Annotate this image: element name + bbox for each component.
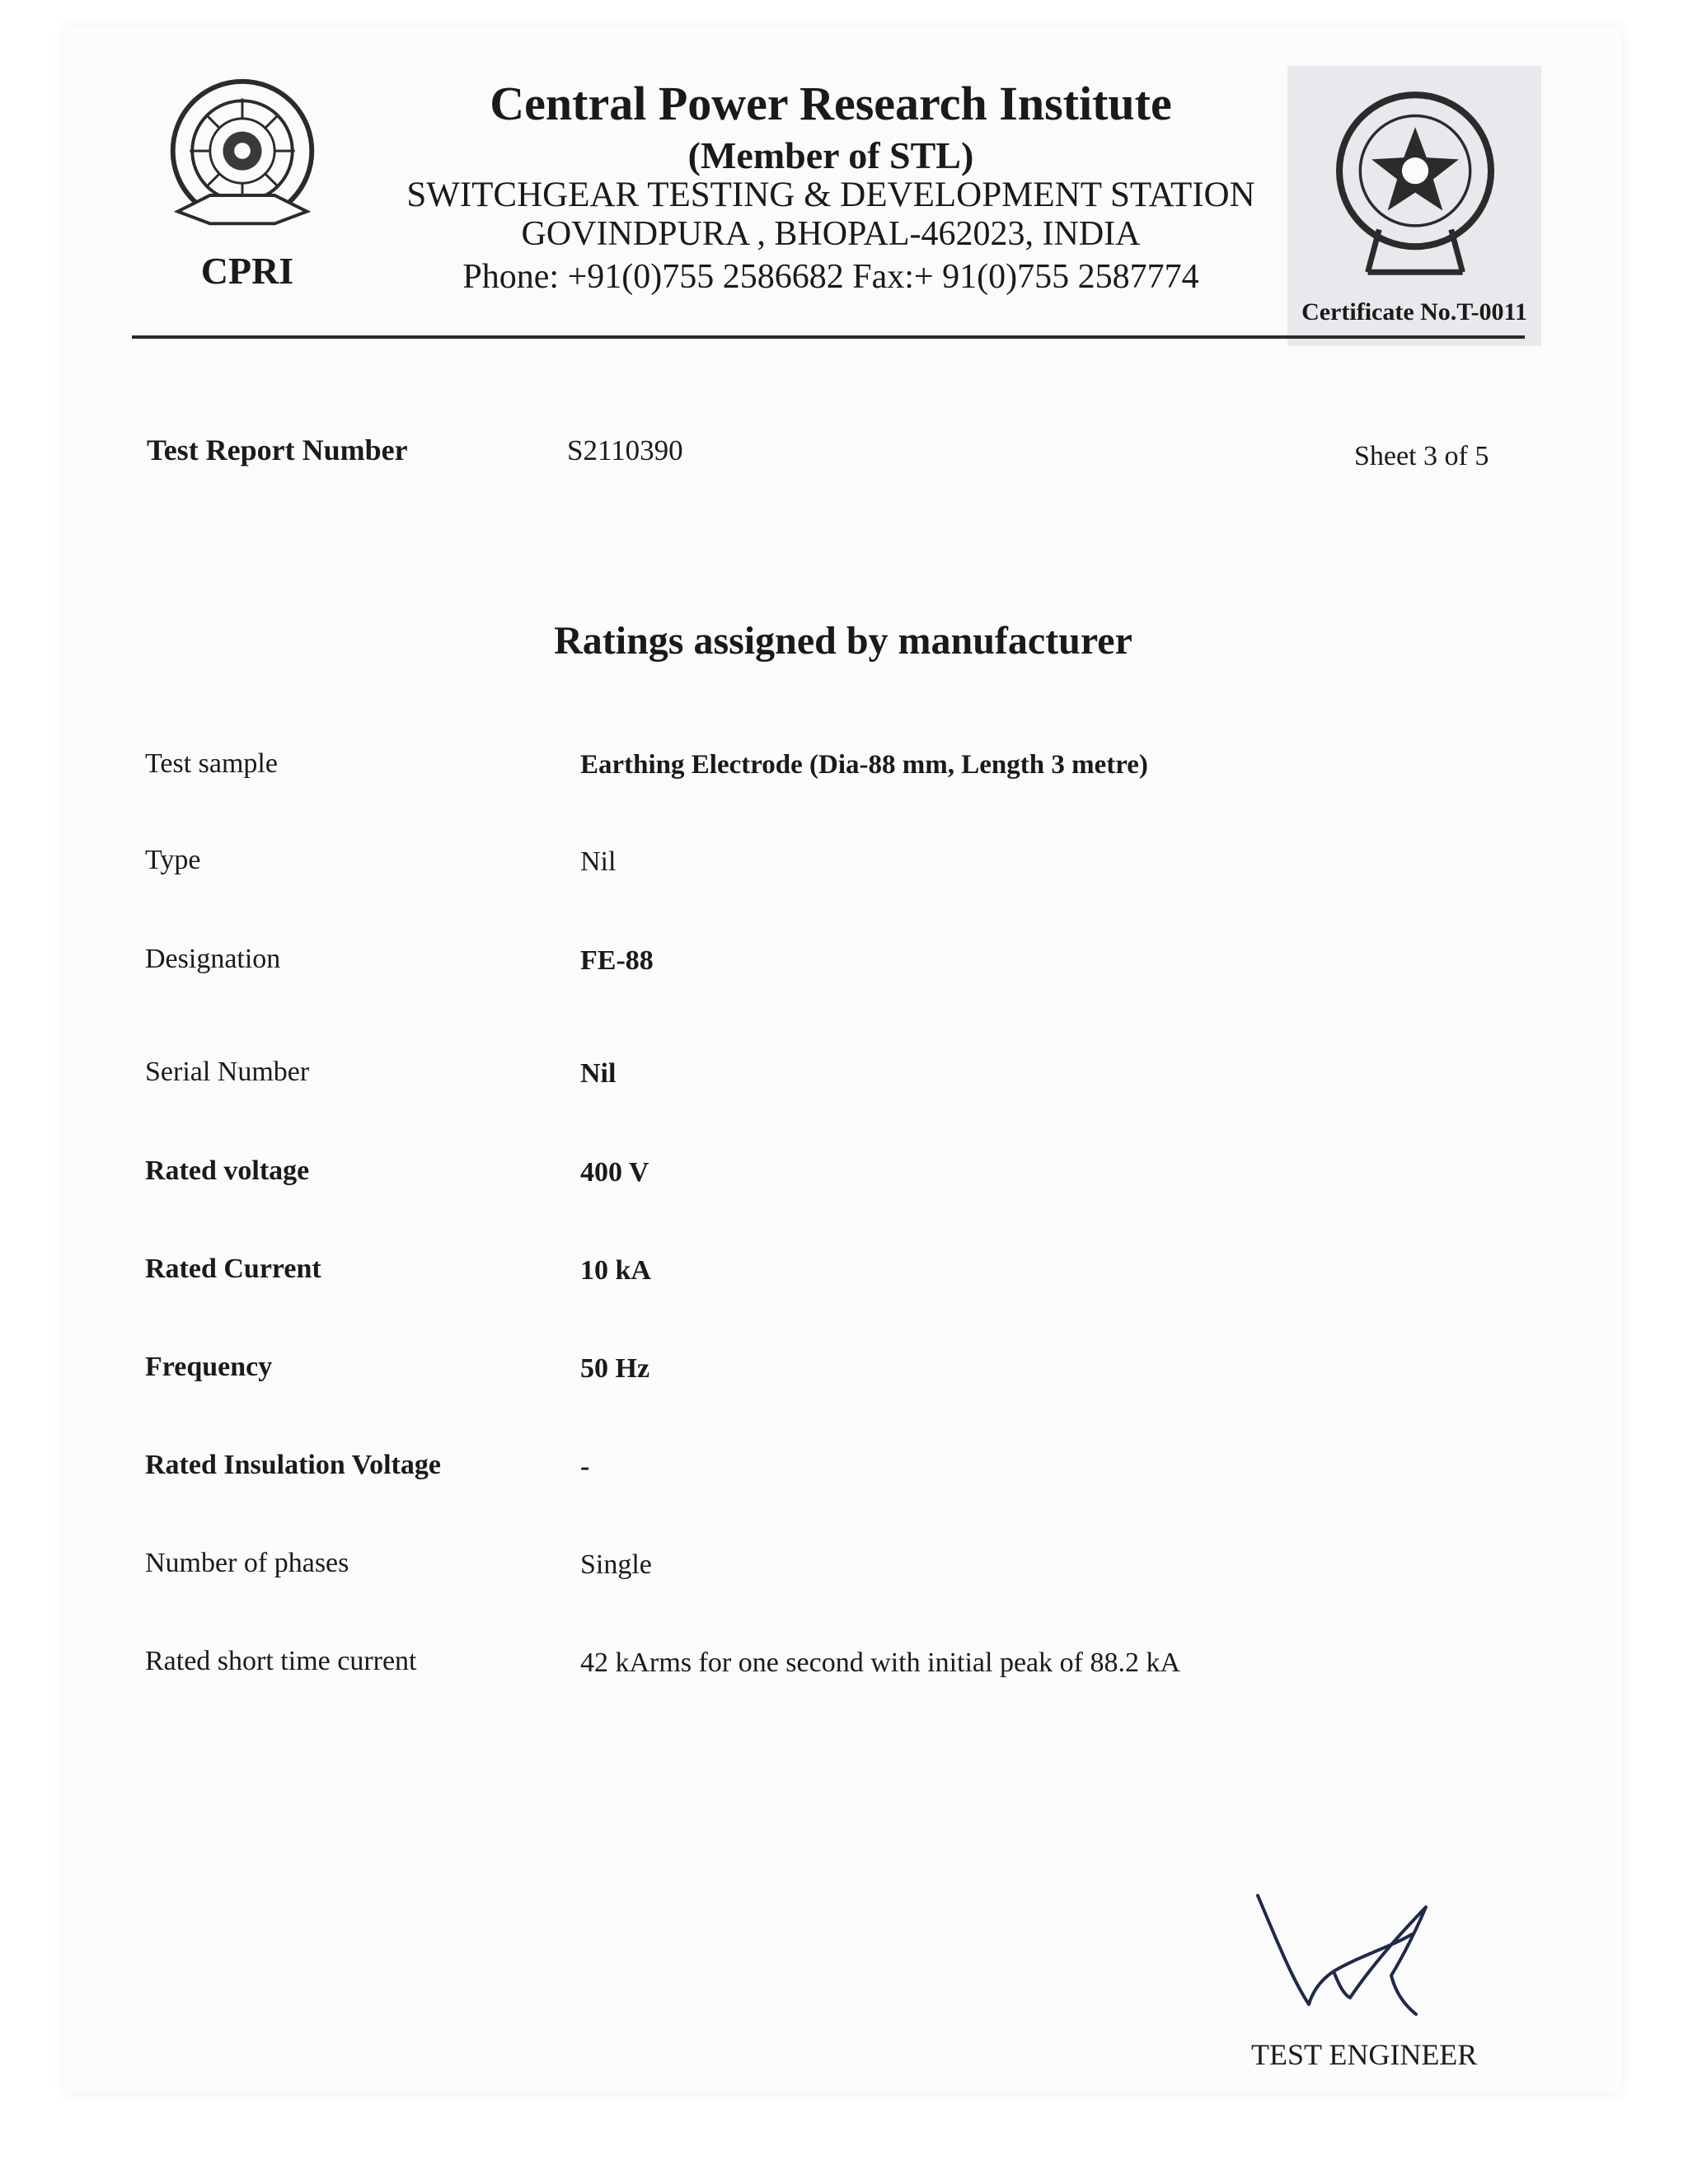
rating-row-type — [64, 845, 1622, 886]
rating-label: Frequency — [145, 1352, 273, 1382]
rating-value: Nil — [580, 846, 617, 877]
rating-row-test-sample — [64, 748, 1622, 790]
rating-value: Earthing Electrode (Dia-88 mm, Length 3 metre) — [580, 750, 1148, 780]
rating-label: Rated short time current — [145, 1646, 417, 1676]
rating-label: Type — [145, 845, 201, 875]
rating-label: Test sample — [145, 748, 278, 779]
station-name: SWITCHGEAR TESTING & DEVELOPMENT STATION — [406, 176, 1255, 214]
rating-value: 50 Hz — [580, 1353, 650, 1384]
rating-value: FE-88 — [580, 945, 654, 976]
rating-row-designation — [64, 944, 1622, 985]
cpri-seal-icon — [162, 74, 323, 236]
sheet-number: Sheet 3 of 5 — [1354, 441, 1489, 471]
cpri-logo-text: CPRI — [200, 250, 294, 292]
stl-seal-icon — [1320, 87, 1510, 277]
rating-label: Rated voltage — [145, 1155, 310, 1186]
rating-row-rated-insulation-voltage — [64, 1450, 1622, 1491]
station-address: GOVINDPURA , BHOPAL-462023, INDIA — [521, 215, 1141, 253]
rating-label: Serial Number — [145, 1057, 310, 1087]
rating-row-rated-voltage — [64, 1155, 1622, 1197]
certificate-number: Certificate No.T-0011 — [1301, 298, 1527, 326]
rating-row-frequency — [64, 1352, 1622, 1393]
rating-row-rated-short-time-current — [64, 1646, 1622, 1687]
rating-label: Rated Insulation Voltage — [145, 1450, 441, 1480]
rating-value: Single — [580, 1549, 652, 1580]
rating-value: Nil — [580, 1058, 617, 1089]
header-divider — [132, 335, 1525, 339]
section-title: Ratings assigned by manufacturer — [554, 619, 1132, 663]
contact-numbers: Phone: +91(0)755 2586682 Fax:+ 91(0)755 2587774 — [462, 258, 1199, 296]
rating-row-rated-current — [64, 1254, 1622, 1295]
signature-icon — [1235, 1889, 1482, 2021]
institute-title: Central Power Research Institute — [490, 77, 1172, 130]
rating-label: Rated Current — [145, 1254, 321, 1284]
rating-value: 42 kArms for one second with initial peak of 88.2 kA — [580, 1647, 1181, 1678]
rating-row-serial-number — [64, 1057, 1622, 1098]
test-report-number-label: Test Report Number — [147, 434, 408, 466]
rating-label: Number of phases — [145, 1548, 349, 1578]
rating-value: 400 V — [580, 1157, 649, 1188]
test-report-number-value: S2110390 — [567, 434, 683, 466]
signer-title: TEST ENGINEER — [1251, 2038, 1478, 2071]
rating-value: 10 kA — [580, 1255, 651, 1286]
rating-label: Designation — [145, 944, 281, 974]
member-of-stl: (Member of STL) — [687, 134, 974, 176]
document-page — [64, 26, 1622, 2093]
rating-row-number-of-phases — [64, 1548, 1622, 1589]
rating-value: - — [580, 1451, 590, 1482]
